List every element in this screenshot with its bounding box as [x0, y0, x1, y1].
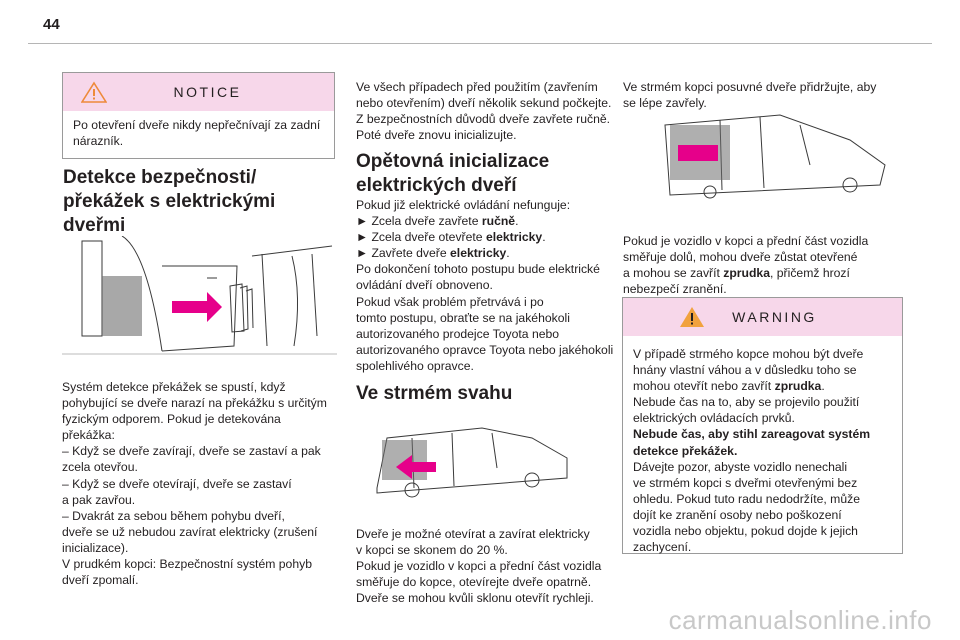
step-emphasis: elektricky	[485, 230, 543, 245]
body-line: – Když se dveře zavírají, dveře se zastaví a pak	[62, 444, 321, 459]
notice-box	[62, 72, 335, 159]
van-downhill-illustration	[660, 110, 890, 200]
text-span: .	[821, 379, 825, 394]
body-line: Nebude čas na to, aby se projevilo použití	[633, 395, 860, 410]
top-divider	[28, 43, 932, 44]
body-line: dojít ke zranění osoby nebo poškození	[633, 507, 842, 522]
body-line: spolehlivého opravce.	[356, 358, 474, 373]
text-span: , přičemž hrozí	[770, 266, 850, 281]
body-line: Ve strmém kopci posuvné dveře přidržujte, aby	[623, 80, 877, 94]
warning-header	[623, 298, 902, 336]
page-number: 44	[43, 16, 60, 33]
step-text: .	[506, 246, 510, 261]
notice-text: Po otevření dveře nikdy nepřečnívají za zadní nárazník.	[73, 118, 321, 149]
step-text: ► Zcela dveře otevřete	[356, 230, 486, 245]
body-line: Ve všech případech před použitím (zavřením	[356, 80, 598, 94]
step-text: ► Zcela dveře zavřete	[356, 214, 482, 229]
text-span: mohou otevřít nebo zavřít	[633, 379, 775, 394]
section1-title-line: Detekce bezpečnosti/	[63, 167, 257, 188]
body-line: a pak zavřou.	[62, 492, 136, 507]
van-on-slope-illustration	[372, 418, 572, 498]
step-text: .	[542, 230, 546, 245]
section2-body	[356, 197, 636, 374]
col2-intro	[356, 79, 631, 143]
step-emphasis: ručně	[481, 214, 516, 229]
section2-title-line: Opětovná inicializace	[356, 151, 550, 172]
body-line: Po dokončení tohoto postupu bude elektrické	[356, 262, 600, 277]
warning-heading: WARNING	[732, 309, 817, 325]
warning-triangle-icon	[81, 81, 107, 103]
body-line: tomto postupu, obraťte se na jakéhokoli	[356, 310, 570, 325]
body-line: vozidla nebo objektu, pokud dojde k jejich	[633, 524, 858, 539]
section3-body	[356, 526, 636, 606]
text-emphasis: zprudka	[774, 379, 822, 394]
body-line: – Když se dveře otevírají, dveře se zastaví	[62, 476, 292, 491]
body-line: Pokud však problém přetrvává i po	[356, 294, 544, 309]
body-line: hnány vlastní váhou a v důsledku toho se	[633, 363, 857, 378]
van-sliding-door-illustration	[62, 236, 337, 361]
notice-heading: NOTICE	[173, 84, 242, 100]
body-line: Systém detekce překážek se spustí, když	[62, 380, 286, 394]
section1-title-line: dveřmi	[63, 215, 126, 236]
section2-title-line: elektrických dveří	[356, 175, 517, 196]
body-line: Poté dveře znovu inicializujte.	[356, 128, 517, 143]
section1-title-line: překážek s elektrickými	[63, 191, 276, 212]
body-line: autorizovaného opravce Toyota nebo jakéhokoli	[356, 342, 614, 357]
body-line: dveří zpomalí.	[62, 573, 139, 588]
body-line: pohybující se dveře narazí na překážku s určitým	[62, 396, 327, 411]
body-line: Dveře se mohou kvůli sklonu otevřít rychleji.	[356, 591, 594, 606]
step-2	[356, 229, 636, 245]
body-line	[623, 265, 903, 281]
body-line: ve strmém kopci s dveřmi otevřenými bez	[633, 475, 858, 490]
body-line: V případě strmého kopce mohou být dveře	[633, 347, 864, 361]
col3-intro	[623, 79, 903, 111]
body-line: Pokud je vozidlo v kopci a přední část vozidla	[623, 234, 869, 248]
body-line	[633, 378, 892, 394]
body-line: Dveře je možné otevírat a zavírat elektricky	[356, 527, 590, 541]
body-line-bold: Nebude čas, aby stihl zareagovat systém	[633, 427, 871, 442]
body-line: fyzickým odporem. Pokud je detekována	[62, 412, 281, 427]
body-line: se lépe zavřely.	[623, 96, 707, 111]
body-line: Pokud již elektrické ovládání nefunguje:	[356, 198, 571, 212]
body-line: Dávejte pozor, abyste vozidlo nenechali	[633, 459, 848, 474]
step-text: .	[515, 214, 519, 229]
section3-title: Ve strmém svahu	[356, 383, 513, 404]
section1-title	[63, 166, 275, 238]
body-line: autorizovaného prodejce Toyota nebo	[356, 326, 560, 341]
body-line: V prudkém kopci: Bezpečnostní systém pohyb	[62, 557, 312, 572]
body-line-bold: detekce překážek.	[633, 443, 738, 458]
notice-header	[63, 73, 334, 111]
footer-watermark-url[interactable]: carmanualsonline.info	[668, 605, 932, 635]
text-emphasis: zprudka	[723, 266, 770, 281]
body-line: Z bezpečnostních důvodů dveře zavřete ručně.	[356, 112, 611, 127]
warning-triangle-icon	[679, 306, 705, 328]
step-emphasis: elektricky	[450, 246, 507, 261]
col3-middle	[623, 233, 903, 297]
body-line: zachycení.	[633, 540, 692, 555]
body-line: nebezpečí zranění.	[623, 282, 727, 297]
section2-title	[356, 150, 549, 198]
body-line: – Dvakrát za sebou během pohybu dveří,	[62, 508, 285, 523]
body-line: překážka:	[62, 428, 115, 443]
body-line: zcela otevřou.	[62, 460, 138, 475]
body-line: dveře se už nebudou zavírat elektricky (zrušení	[62, 524, 318, 539]
step-text: ► Zavřete dveře	[356, 246, 451, 261]
body-line: směřuje dolů, mohou dveře zůstat otevřené	[623, 250, 858, 265]
body-line: Pokud je vozidlo v kopci a přední část vozidla	[356, 559, 602, 574]
body-line: elektrických ovládacích prvků.	[633, 411, 795, 426]
body-line: inicializace).	[62, 540, 129, 555]
body-line: ovládání dveří obnoveno.	[356, 278, 493, 293]
body-line: nebo otevřením) dveří několik sekund počkejte.	[356, 96, 612, 111]
step-3	[356, 245, 636, 261]
body-line: směřuje do kopce, otevírejte dveře opatrně.	[356, 575, 592, 590]
step-1	[356, 213, 636, 229]
body-line: ohledu. Pokud tuto radu nedodržíte, může	[633, 491, 860, 506]
section1-body	[62, 379, 342, 588]
text-span: a mohou se zavřít	[623, 266, 724, 281]
body-line: v kopci se skonem do 20 %.	[356, 543, 508, 558]
warning-box	[622, 297, 903, 554]
